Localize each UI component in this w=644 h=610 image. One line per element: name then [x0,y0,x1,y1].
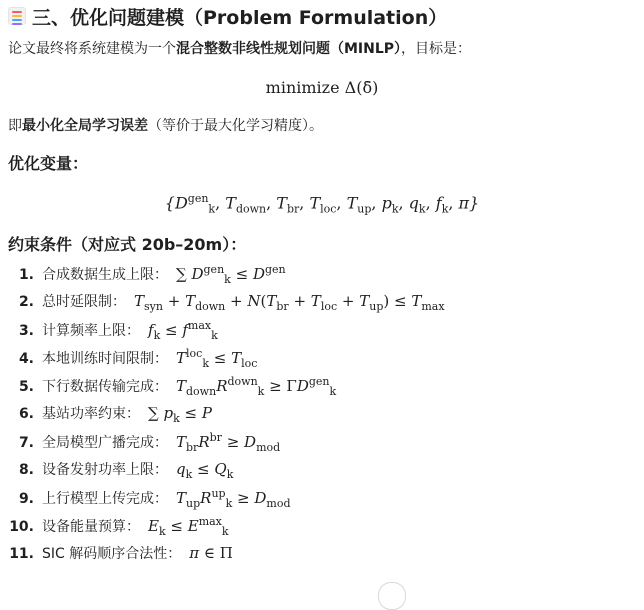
constraint-item: 2. 总时延限制： $T_{syn} + T_{down} + N(T_{br} + T_{loc} + T_{up}) \le T_{max}$ [18,291,445,313]
constraint-expr: $E_k \le E^{max}_k$ [148,514,229,538]
constraint-item: 8. 设备发射功率上限： $q_k \le Q_k$ [18,459,234,481]
constraint-item: 4. 本地训练时间限制： $T^{loc}_k \le T_{loc}$ [18,346,258,370]
constraint-expr: $f_k \le f^{max}_k$ [148,318,218,342]
constraint-expr: ∑ $p_k \le P$ [148,403,212,425]
constraint-item: 11. SIC 解码顺序合法性： π ∈ Π [9,543,233,562]
constraint-expr: $T_{br}R^{br} \ge D_{mod}$ [176,430,281,454]
constraint-expr: $T_{down}R^{down}_k \ge \Gamma D^{gen}_k$ [176,374,337,398]
objective-formula: minimize Δ(δ̄) [265,78,379,97]
constraint-item: 1. 合成数据生成上限： ∑ $D^{gen}_k \le D^{gen}$ [18,262,286,286]
document-icon [8,7,26,25]
variables-formula: {$D^{gen}_k$, $T_{down}$, $T_{br}$, $T_{loc}$, $T_{up}$, $p_k$, $q_k$, $f_k$, π} [164,192,480,216]
constraints-heading: 约束条件（对应式 20b–20m）： [8,234,247,254]
constraint-item: 5. 下行数据传输完成： $T_{down}R^{down}_k \ge \Gamma D^{gen}_k$ [18,374,337,398]
constraint-item: 3. 计算频率上限： $f_k \le f^{max}_k$ [18,318,218,342]
scroll-down-button[interactable] [378,582,406,610]
constraints-list [8,263,636,571]
constraint-expr: $T_{up}R^{up}_k \ge D_{mod}$ [176,486,291,510]
goal-paragraph: 即最小化全局学习误差（等价于最大化学习精度）。 [8,118,323,134]
constraint-item: 6. 基站功率约束： ∑ $p_k \le P$ [18,403,212,425]
intro-paragraph: 论文最终将系统建模为一个混合整数非线性规划问题（MINLP），目标是： [8,41,472,57]
constraint-item: 10. 设备能量预算： $E_k \le E^{max}_k$ [9,514,229,538]
variables-heading: 优化变量： [8,154,89,173]
constraint-expr: $T_{syn} + T_{down} + N(T_{br} + T_{loc} + T_{up}) \le T_{max}$ [134,291,445,313]
constraint-expr: $T^{loc}_k \le T_{loc}$ [176,346,258,370]
constraint-item: 7. 全局模型广播完成： $T_{br}R^{br} \ge D_{mod}$ [18,430,281,454]
constraint-expr: $q_k \le Q_k$ [176,459,234,481]
constraint-item: 9. 上行模型上传完成： $T_{up}R^{up}_k \ge D_{mod}$ [18,486,291,510]
constraint-expr: ∑ $D^{gen}_k \le D^{gen}$ [176,262,286,286]
constraint-expr: π ∈ Π [189,543,233,562]
section-header [8,2,636,30]
section-title: 三、优化问题建模（Problem Formulation） [32,6,448,29]
